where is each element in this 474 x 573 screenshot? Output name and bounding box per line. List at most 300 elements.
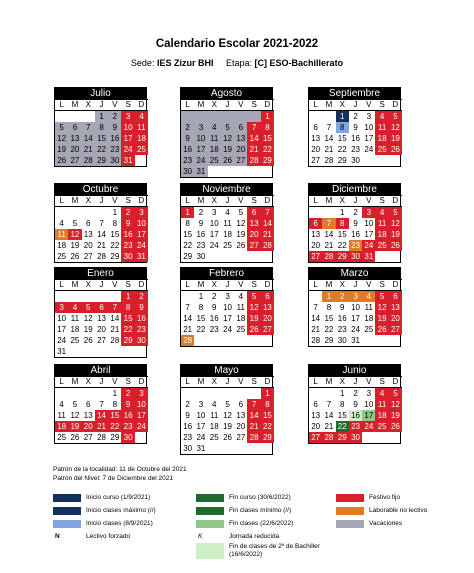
day-grid [308, 99, 401, 166]
day-cell: 3 [349, 291, 362, 302]
day-cell [221, 443, 234, 454]
weekday-header: X [82, 99, 95, 111]
day-cell: 7 [82, 122, 95, 133]
day-cell: 25 [57, 252, 67, 261]
day-cell: 11 [375, 399, 388, 410]
day-cell: 25 [375, 421, 388, 432]
day-cell: 22 [121, 324, 134, 335]
weekday-header: J [349, 195, 362, 207]
day-cell: 6 [86, 400, 91, 409]
weekday-header: X [208, 195, 221, 207]
day-cell: 1 [340, 208, 345, 217]
weekday-header: M [68, 195, 81, 207]
day-cell: 2 [108, 111, 121, 122]
day-cell [68, 346, 81, 357]
weekday-header: L [181, 195, 194, 207]
day-cell: 31 [194, 166, 207, 177]
day-cell: 29 [337, 156, 347, 165]
etapa-value: [C] ESO-Bachillerato [254, 58, 344, 68]
day-cell: 4 [59, 400, 64, 409]
day-cell: 8 [121, 302, 134, 313]
day-cell: 7 [247, 122, 260, 133]
weekday-header: V [234, 195, 247, 207]
day-cell: 20 [82, 421, 95, 432]
day-cell: 30 [108, 155, 121, 166]
day-cell [234, 443, 247, 454]
day-cell: 1 [261, 388, 274, 399]
day-cell: 2 [353, 208, 358, 217]
weekday-header: D [261, 99, 274, 111]
day-cell: 1 [322, 291, 335, 302]
day-cell: 29 [336, 251, 349, 262]
day-cell: 27 [68, 155, 81, 166]
day-cell: 23 [183, 433, 193, 442]
day-cell [221, 166, 234, 177]
day-cell: 11 [135, 122, 148, 133]
weekday-header: J [349, 376, 362, 388]
day-cell [95, 388, 108, 399]
weekday-header: X [82, 376, 95, 388]
day-cell [234, 388, 247, 399]
day-cell: 4 [135, 111, 148, 122]
legend-label: Jornada reducida [229, 533, 280, 540]
day-cell: 23 [349, 240, 362, 251]
day-cell: 9 [212, 303, 217, 312]
day-cell: 8 [112, 400, 118, 409]
day-cell: 10 [121, 122, 134, 133]
day-cell: 18 [223, 230, 232, 239]
day-cell: 14 [97, 230, 106, 239]
day-cell: 2 [212, 292, 217, 301]
day-cell: 3 [55, 302, 68, 313]
day-cell: 9 [108, 122, 121, 133]
weekday-header: S [247, 376, 260, 388]
day-cell: 19 [68, 421, 81, 432]
day-cell: 31 [196, 444, 206, 453]
day-cell: 7 [99, 219, 104, 228]
day-cell: 25 [209, 433, 219, 442]
month-calendar-julio [54, 87, 147, 167]
day-cell: 20 [311, 145, 321, 154]
legend-label: Fin clases mínimo (//) [229, 507, 292, 514]
day-cell: 5 [247, 291, 260, 302]
day-cell: 21 [324, 241, 334, 250]
day-cell: 8 [95, 122, 108, 133]
day-cell: 23 [121, 421, 134, 432]
day-cell: 10 [194, 133, 207, 144]
month-title: Diciembre [308, 183, 401, 195]
day-cell [234, 335, 247, 346]
day-cell: 7 [322, 218, 335, 229]
day-cell: 2 [353, 389, 358, 398]
day-cell: 5 [225, 400, 230, 409]
month-title: Agosto [180, 87, 273, 99]
day-cell: 20 [234, 144, 247, 155]
day-cell: 17 [135, 229, 148, 240]
day-cell: 24 [196, 433, 206, 442]
day-cell: 30 [337, 336, 347, 345]
day-cell: 16 [337, 314, 347, 323]
day-cell: 23 [351, 145, 360, 154]
day-cell: 28 [97, 433, 106, 442]
day-cell [82, 291, 95, 302]
day-cell: 11 [70, 314, 80, 323]
day-cell [208, 443, 221, 454]
day-cell: 14 [95, 410, 108, 421]
day-cell [181, 111, 194, 122]
day-cell: 10 [223, 303, 232, 312]
day-grid [54, 99, 147, 166]
day-cell: 13 [261, 302, 274, 313]
day-cell: 22 [324, 325, 334, 334]
day-cell: 27 [261, 324, 274, 335]
day-cell: 18 [375, 229, 388, 240]
day-cell: 18 [375, 133, 388, 144]
weekday-header: V [108, 376, 121, 388]
day-cell: 1 [340, 389, 345, 398]
day-cell: 19 [247, 313, 260, 324]
day-cell: 24 [364, 145, 374, 154]
day-cell: 7 [108, 302, 121, 313]
day-cell: 20 [83, 241, 93, 250]
day-cell [221, 111, 234, 122]
day-cell: 2 [353, 112, 358, 121]
legend-swatch [53, 520, 81, 528]
day-cell: 2 [185, 400, 190, 409]
day-cell: 6 [313, 400, 318, 409]
weekday-header: X [82, 279, 95, 291]
weekday-header: L [309, 195, 322, 207]
day-cell [375, 335, 388, 346]
day-cell: 10 [135, 218, 148, 229]
weekday-header: D [389, 99, 402, 111]
weekday-header: S [247, 279, 260, 291]
day-cell: 11 [208, 133, 221, 144]
day-cell: 12 [236, 219, 246, 228]
notes [53, 466, 187, 483]
day-grid [54, 195, 147, 262]
day-cell: 24 [135, 240, 148, 251]
day-cell: 7 [326, 400, 332, 409]
legend-label: Lectivo forzado [86, 533, 131, 540]
day-cell: 25 [375, 240, 388, 251]
day-cell: 13 [311, 411, 321, 420]
day-cell: 7 [313, 303, 318, 312]
day-cell: 6 [238, 400, 244, 409]
day-cell [389, 432, 402, 443]
legend-symbol: K [198, 533, 203, 540]
day-cell: 9 [135, 302, 148, 313]
day-cell: 28 [261, 240, 274, 251]
day-grid [54, 279, 147, 357]
day-cell: 21 [183, 325, 193, 334]
day-cell: 9 [340, 303, 345, 312]
day-cell: 28 [181, 335, 194, 346]
day-cell: 17 [364, 134, 374, 143]
day-cell: 22 [110, 241, 120, 250]
weekday-header: X [336, 195, 349, 207]
day-cell: 9 [185, 411, 190, 420]
month-title: Julio [54, 87, 147, 99]
day-cell: 12 [389, 399, 402, 410]
day-cell: 20 [236, 422, 246, 431]
day-cell: 3 [135, 207, 148, 218]
day-cell: 15 [108, 410, 121, 421]
weekday-header: X [336, 279, 349, 291]
day-cell: 9 [353, 123, 358, 132]
day-cell: 27 [309, 432, 322, 443]
day-cell: 6 [309, 218, 322, 229]
legend-label: Inicio clases (8/9/2021) [86, 520, 153, 527]
day-cell: 13 [247, 218, 260, 229]
day-cell: 10 [196, 411, 206, 420]
day-grid [308, 279, 401, 346]
legend-swatch [196, 543, 224, 559]
day-cell: 13 [234, 133, 247, 144]
day-cell: 3 [362, 207, 375, 218]
day-cell: 25 [70, 336, 80, 345]
weekday-header: M [322, 279, 335, 291]
weekday-header: S [247, 99, 260, 111]
day-cell: 23 [196, 241, 206, 250]
day-cell: 14 [82, 133, 95, 144]
weekday-header: V [362, 279, 375, 291]
day-cell: 16 [183, 422, 193, 431]
day-cell: 7 [99, 400, 104, 409]
day-cell: 4 [375, 207, 388, 218]
day-cell: 20 [247, 229, 260, 240]
day-cell: 23 [135, 324, 148, 335]
day-cell: 3 [366, 389, 372, 398]
month-title: Junio [308, 364, 401, 376]
day-cell: 22 [337, 241, 347, 250]
day-cell: 14 [311, 314, 321, 323]
day-cell [309, 111, 322, 122]
day-cell: 26 [223, 433, 232, 442]
weekday-header: M [194, 376, 207, 388]
weekday-header: J [95, 195, 108, 207]
day-cell: 24 [135, 421, 148, 432]
day-cell: 10 [57, 314, 67, 323]
day-cell: 28 [97, 252, 106, 261]
month-calendar-junio [308, 364, 401, 444]
day-cell: 10 [364, 123, 374, 132]
day-cell [68, 291, 81, 302]
day-cell: 3 [225, 292, 230, 301]
day-cell: 15 [121, 313, 134, 324]
day-cell: 14 [324, 134, 334, 143]
day-cell: 20 [68, 144, 81, 155]
day-cell: 24 [362, 240, 375, 251]
day-cell: 11 [210, 411, 219, 420]
day-cell [208, 166, 221, 177]
day-cell: 18 [70, 325, 80, 334]
day-cell: 17 [351, 314, 360, 323]
day-cell: 3 [366, 112, 372, 121]
day-cell [55, 388, 68, 399]
day-cell [362, 335, 375, 346]
day-cell: 14 [324, 411, 334, 420]
day-grid [180, 376, 273, 454]
weekday-header: D [135, 195, 148, 207]
day-grid [180, 279, 273, 346]
day-cell [221, 251, 234, 262]
day-cell: 5 [55, 122, 68, 133]
month-calendar-septiembre [308, 87, 401, 167]
day-cell: 11 [236, 303, 245, 312]
day-cell: 19 [83, 325, 93, 334]
day-cell: 31 [362, 251, 375, 262]
day-cell: 26 [389, 144, 402, 155]
legend-label: Vacaciones [369, 520, 403, 527]
day-cell: 5 [82, 302, 95, 313]
day-cell: 4 [68, 302, 81, 313]
day-cell: 6 [86, 219, 91, 228]
day-cell [322, 207, 335, 218]
day-cell: 26 [236, 241, 246, 250]
day-cell: 8 [336, 218, 349, 229]
weekday-header: V [234, 279, 247, 291]
day-cell: 27 [234, 155, 247, 166]
weekday-header: L [309, 99, 322, 111]
day-cell: 5 [375, 291, 388, 302]
day-cell [68, 111, 81, 122]
weekday-header: J [221, 279, 234, 291]
day-cell: 24 [351, 325, 360, 334]
day-cell: 6 [247, 207, 260, 218]
day-cell: 18 [375, 410, 388, 421]
weekday-header: S [247, 195, 260, 207]
day-cell [135, 155, 148, 166]
weekday-header: S [121, 195, 134, 207]
day-cell: 1 [112, 208, 118, 217]
day-cell: 5 [389, 207, 402, 218]
day-cell: 29 [110, 252, 120, 261]
day-cell: 3 [135, 388, 148, 399]
day-cell: 15 [261, 133, 274, 144]
day-cell: 28 [324, 156, 334, 165]
day-cell: 28 [322, 251, 335, 262]
day-cell: 1 [261, 111, 274, 122]
day-cell: 26 [55, 155, 68, 166]
page-title: Calendario Escolar 2021-2022 [155, 38, 319, 50]
day-cell [181, 388, 194, 399]
day-cell: 26 [83, 336, 93, 345]
weekday-header: J [221, 195, 234, 207]
day-cell: 27 [389, 324, 402, 335]
day-cell [261, 443, 274, 454]
day-cell [82, 346, 95, 357]
day-cell: 2 [181, 122, 194, 133]
month-title: Noviembre [180, 183, 273, 195]
day-cell: 12 [70, 411, 80, 420]
day-cell: 30 [121, 251, 134, 262]
day-cell: 11 [57, 411, 66, 420]
day-cell: 3 [198, 400, 204, 409]
day-cell: 26 [221, 155, 234, 166]
day-cell: 7 [326, 123, 332, 132]
day-cell: 28 [110, 336, 120, 345]
day-cell: 2 [135, 291, 148, 302]
weekday-header: V [362, 376, 375, 388]
day-cell [389, 251, 402, 262]
day-cell: 28 [322, 432, 335, 443]
day-cell: 12 [247, 302, 260, 313]
day-cell: 22 [183, 241, 193, 250]
day-cell [208, 111, 221, 122]
day-cell: 2 [336, 291, 349, 302]
day-cell: 29 [110, 433, 120, 442]
day-cell: 25 [208, 155, 221, 166]
day-cell: 30 [121, 432, 134, 443]
day-cell: 30 [183, 444, 193, 453]
day-cell: 27 [97, 336, 106, 345]
day-cell: 14 [324, 230, 334, 239]
weekday-header: L [309, 279, 322, 291]
day-cell: 16 [181, 144, 194, 155]
weekday-header: V [234, 376, 247, 388]
day-cell: 22 [196, 325, 206, 334]
legend-swatch [53, 494, 81, 502]
day-cell: 12 [389, 218, 402, 229]
day-cell: 18 [364, 314, 374, 323]
day-cell: 19 [70, 241, 80, 250]
day-cell [208, 335, 221, 346]
weekday-header: S [121, 99, 134, 111]
day-cell: 8 [340, 400, 345, 409]
weekday-header: X [208, 279, 221, 291]
day-cell: 30 [351, 156, 360, 165]
day-cell: 6 [313, 123, 318, 132]
day-cell: 9 [181, 133, 194, 144]
day-cell: 4 [375, 388, 388, 399]
day-cell: 29 [183, 252, 193, 261]
day-cell [309, 207, 322, 218]
legend-label: Laborable no lectivo [369, 507, 428, 514]
day-cell [181, 291, 194, 302]
day-cell: 15 [183, 230, 193, 239]
day-cell [322, 111, 335, 122]
weekday-header: D [135, 99, 148, 111]
day-cell: 21 [324, 422, 334, 431]
day-cell: 30 [349, 432, 362, 443]
day-cell: 3 [212, 208, 217, 217]
day-cell: 4 [59, 219, 64, 228]
weekday-header: D [135, 279, 148, 291]
day-cell: 13 [83, 411, 93, 420]
day-cell: 28 [82, 155, 95, 166]
weekday-header: X [208, 99, 221, 111]
day-cell: 31 [121, 155, 134, 166]
legend-label: Fin clases (22/6/2022) [229, 520, 294, 527]
weekday-header: D [135, 376, 148, 388]
day-cell: 9 [353, 219, 358, 228]
day-cell: 26 [70, 252, 80, 261]
weekday-header: X [336, 99, 349, 111]
day-cell: 11 [223, 219, 232, 228]
legend-swatch [336, 520, 364, 528]
day-cell: 19 [389, 229, 402, 240]
day-cell: 12 [68, 229, 81, 240]
month-calendar-febrero [180, 267, 273, 347]
day-cell: 11 [55, 229, 68, 240]
day-cell [194, 111, 207, 122]
day-cell: 6 [261, 291, 274, 302]
day-cell: 4 [208, 122, 221, 133]
weekday-header: D [261, 195, 274, 207]
day-cell: 31 [135, 251, 148, 262]
day-cell: 19 [389, 410, 402, 421]
